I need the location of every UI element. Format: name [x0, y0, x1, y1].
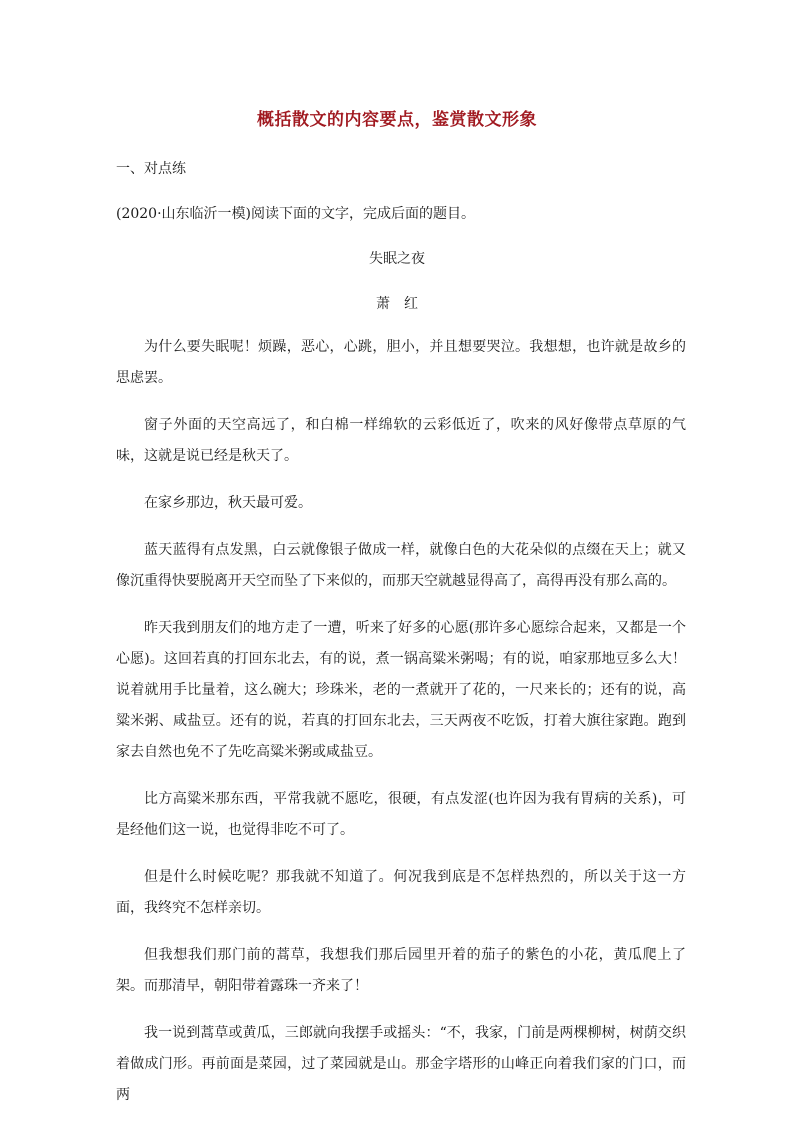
paragraph: 但是什么时候吃呢？那我就不知道了。何况我到底是不怎样热烈的，所以关于这一方面，我终究不怎样亲切。	[116, 869, 686, 916]
essay-title: 失眠之夜	[369, 251, 425, 267]
paragraph: 我一说到蒿草或黄瓜，三郎就向我摆手或摇头：“不，我家，门前是两棵柳树，树荫交织着做成门形。再前面是菜园，过了菜园就是山。那金字塔形的山峰正向着我们家的门口，而两	[116, 1025, 686, 1103]
section-heading: 一、对点练	[116, 161, 186, 177]
paragraph: 为什么要失眠呢！烦躁，恶心，心跳，胆小，并且想要哭泣。我想想，也许就是故乡的思虑罢。	[116, 339, 686, 386]
essay-author: 萧红	[376, 296, 432, 312]
exercise-intro: (2020·山东临沂一模)阅读下面的文字，完成后面的题目。	[116, 206, 476, 222]
paragraph: 但我想我们那门前的蒿草，我想我们那后园里开着的茄子的紫色的小花，黄瓜爬上了架。而那清早，朝阳带着露珠一齐来了！	[116, 947, 686, 994]
paragraph: 窗子外面的天空高远了，和白棉一样绵软的云彩低近了，吹来的风好像带点草原的气味，这就是说已经是秋天了。	[116, 417, 686, 464]
paragraph: 比方高粱米那东西，平常我就不愿吃，很硬，有点发涩(也许因为我有胃病的关系)，可是经他们这一说，也觉得非吃不可了。	[116, 791, 686, 838]
paragraph: 昨天我到朋友们的地方走了一遭，听来了好多的心愿(那许多心愿综合起来，又都是一个心愿)。这回若真的打回东北去，有的说，煮一锅高粱米粥喝；有的说，咱家那地豆多么大！说着就用手比量着，这么碗大；珍珠米，老的一煮就开了花的，一尺来长的；还有的说，高粱米粥、咸盐豆。还有的说，若真的打回东北去，三天两夜不吃饭，打着大旗往家跑。跑到家去自然也免不了先吃高粱米粥或咸盐豆。	[116, 620, 686, 760]
essay-body	[116, 332, 686, 1127]
paragraph: 在家乡那边，秋天最可爱。	[144, 495, 312, 511]
document-title: 概括散文的内容要点，鉴赏散文形象	[257, 110, 537, 130]
paragraph: 蓝天蓝得有点发黑，白云就像银子做成一样，就像白色的大花朵似的点缀在天上；就又像沉重得快要脱离开天空而坠了下来似的，而那天空就越显得高了，高得再没有那么高的。	[116, 542, 686, 589]
